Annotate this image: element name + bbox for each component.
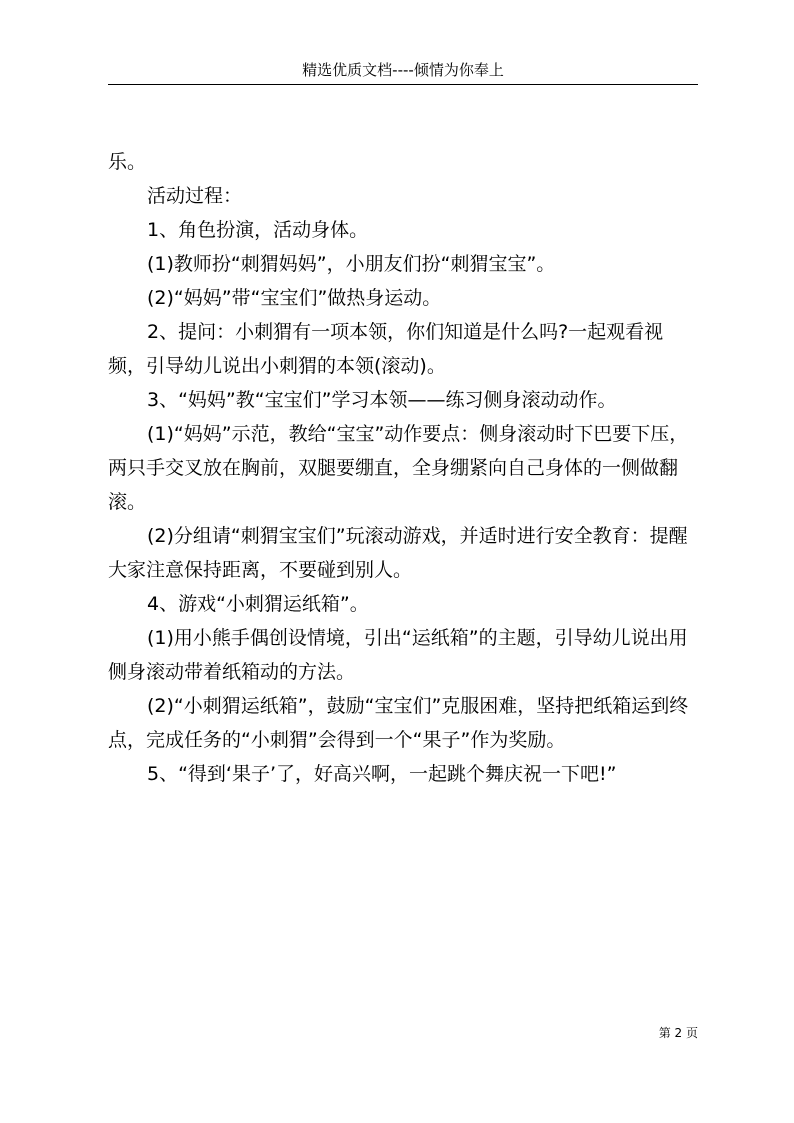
paragraph-step-1-2: (2)“妈妈”带“宝宝们”做热身运动。 (147, 287, 442, 309)
paragraph-step-1: 1、角色扮演，活动身体。 (147, 219, 369, 241)
header-divider (108, 84, 698, 85)
paragraph-step-3-2: (2)分组请“刺猬宝宝们”玩滚动游戏，并适时进行安全教育：提醒大家注意保持距离，不要碰到别人。 (108, 525, 688, 581)
paragraph-step-4: 4、游戏“小刺猬运纸箱”。 (147, 593, 369, 615)
page-number: 第 2 页 (658, 1026, 698, 1040)
paragraph-step-4-1: (1)用小熊手偶创设情境，引出“运纸箱”的主题，引导幼儿说出用侧身滚动带着纸箱动的方法。 (108, 627, 688, 683)
page-header: 精选优质文档----倾情为你奉上 (302, 61, 504, 79)
paragraph-step-1-1: (1)教师扮“刺猬妈妈”，小朋友们扮“刺猬宝宝”。 (147, 253, 556, 275)
paragraph-step-5: 5、“得到‘果子’了，好高兴啊，一起跳个舞庆祝一下吧!” (147, 763, 617, 785)
paragraph-continuation: 乐。 (108, 151, 147, 173)
paragraph-step-3-1: (1)“妈妈”示范，教给“宝宝”动作要点：侧身滚动时下巴要下压，两只手交叉放在胸前，双腿要绷直，全身绷紧向自己身体的一侧做翻滚。 (108, 423, 689, 513)
paragraph-step-4-2: (2)“小刺猬运纸箱”，鼓励“宝宝们”克服困难，坚持把纸箱运到终点，完成任务的“小刺猬”会得到一个“果子”作为奖励。 (108, 695, 689, 751)
paragraph-activity-process-heading: 活动过程： (147, 185, 243, 207)
paragraph-step-3: 3、“妈妈”教“宝宝们”学习本领——练习侧身滚动动作。 (147, 389, 617, 411)
document-body (108, 145, 698, 791)
paragraph-step-2: 2、提问：小刺猬有一项本领，你们知道是什么吗?一起观看视频，引导幼儿说出小刺猬的本领(滚动)。 (108, 321, 664, 377)
